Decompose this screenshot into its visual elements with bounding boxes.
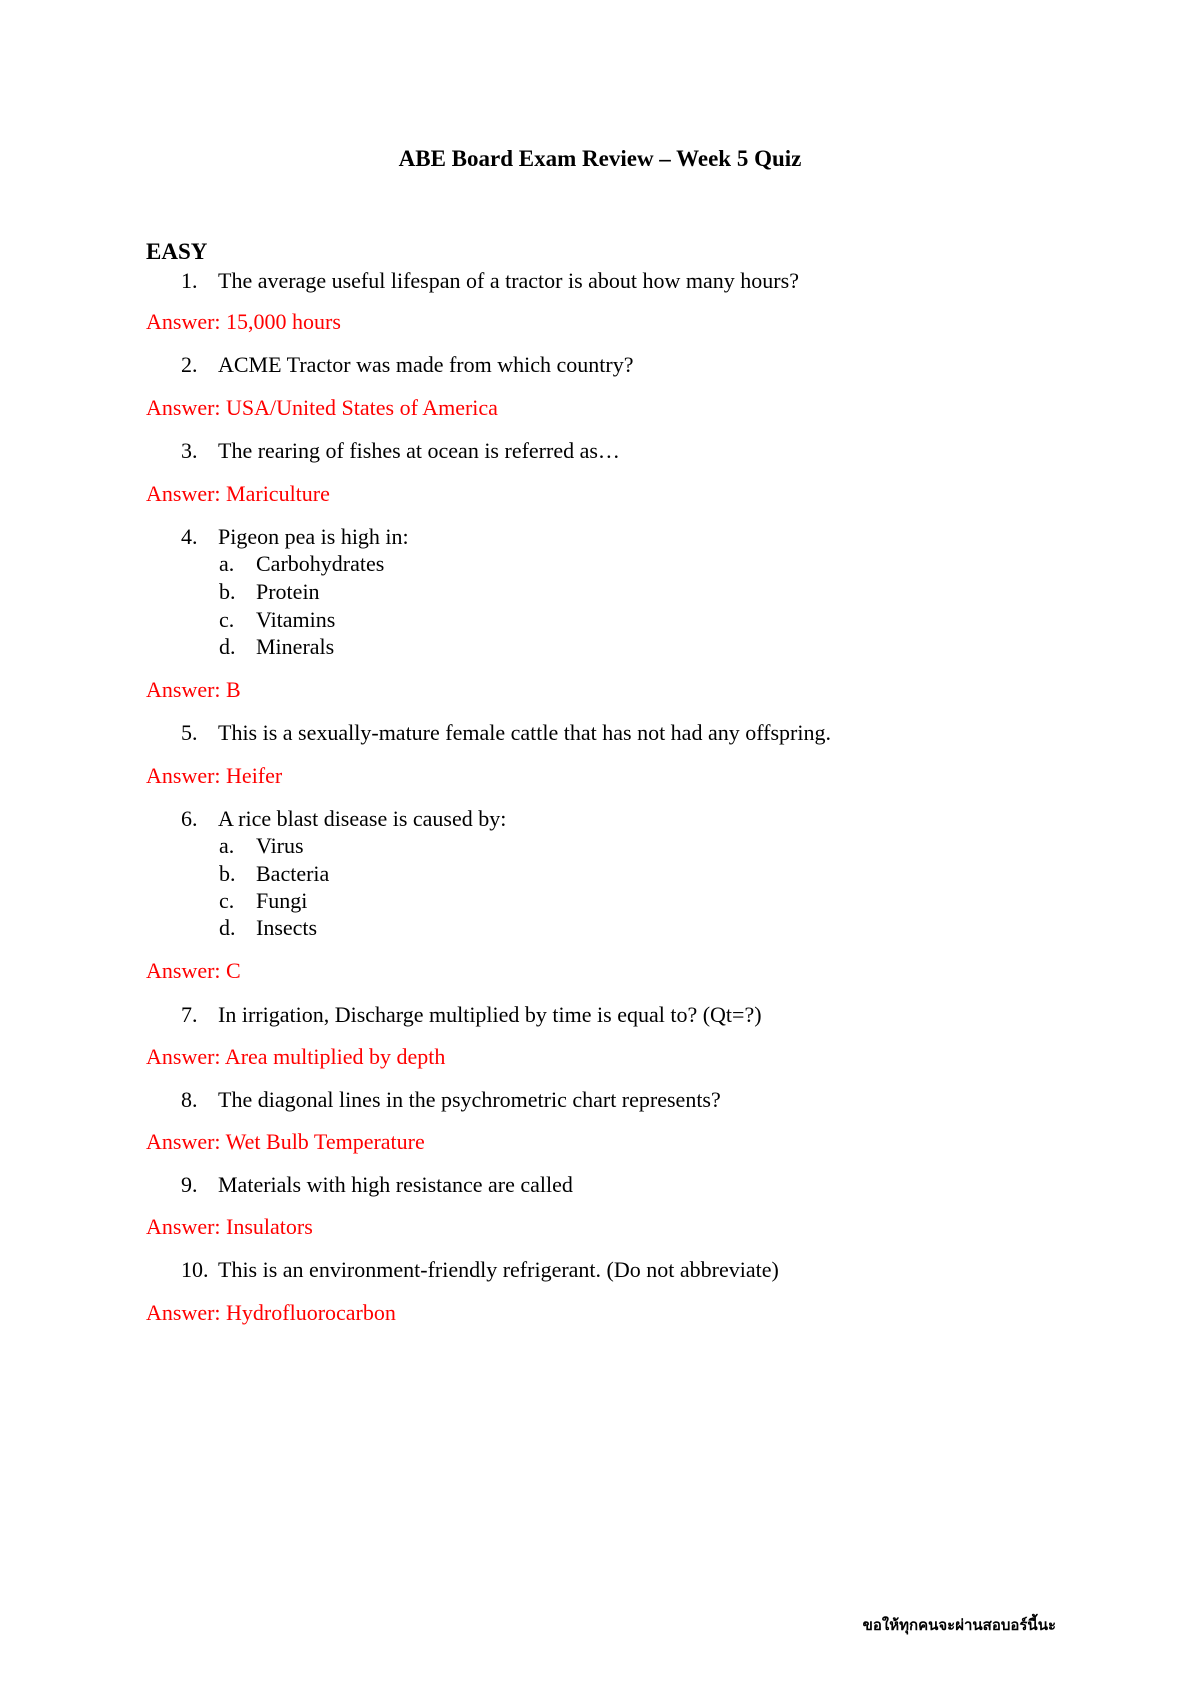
question-text: The average useful lifespan of a tractor is about how many hours? xyxy=(218,268,799,293)
option-letter: d. xyxy=(219,634,236,659)
option-text: Carbohydrates xyxy=(256,551,385,576)
question-number: 7. xyxy=(181,1002,198,1027)
answer-text: Answer: Mariculture xyxy=(146,481,330,506)
question-number: 9. xyxy=(181,1172,198,1197)
option-letter: c. xyxy=(219,888,235,913)
question-item xyxy=(181,350,633,380)
answer-text: Answer: 15,000 hours xyxy=(146,309,341,334)
option-item xyxy=(219,549,384,579)
question-item xyxy=(181,1085,721,1115)
question-text: The diagonal lines in the psychrometric chart represents? xyxy=(218,1087,721,1112)
question-text: A rice blast disease is caused by: xyxy=(218,806,507,831)
answer-text: Answer: C xyxy=(146,958,241,983)
question-number: 5. xyxy=(181,720,198,745)
option-text: Protein xyxy=(256,579,320,604)
option-text: Fungi xyxy=(256,888,308,913)
option-item xyxy=(219,886,307,916)
answer-text: Answer: USA/United States of America xyxy=(146,395,498,420)
question-text: ACME Tractor was made from which country? xyxy=(218,352,634,377)
question-item xyxy=(181,436,620,466)
footer-note: ขอให้ทุกคนจะผ่านสอบอร์นี้นะ xyxy=(862,1616,1056,1634)
option-item xyxy=(219,605,335,635)
question-text: Materials with high resistance are called xyxy=(218,1172,573,1197)
option-text: Virus xyxy=(256,833,304,858)
question-text: This is an environment-friendly refrigerant. (Do not abbreviate) xyxy=(218,1257,779,1282)
question-number: 10. xyxy=(181,1257,209,1282)
question-item xyxy=(181,1170,573,1200)
answer-text: Answer: Heifer xyxy=(146,763,283,788)
option-letter: b. xyxy=(219,579,236,604)
question-item xyxy=(181,804,506,834)
option-letter: b. xyxy=(219,861,236,886)
answer-text: Answer: Hydrofluorocarbon xyxy=(146,1300,396,1325)
question-item xyxy=(181,266,799,296)
document-title: ABE Board Exam Review – Week 5 Quiz xyxy=(398,146,802,171)
question-number: 4. xyxy=(181,524,198,549)
option-text: Insects xyxy=(256,915,318,940)
option-letter: c. xyxy=(219,607,235,632)
option-item xyxy=(219,831,304,861)
option-text: Minerals xyxy=(256,634,335,659)
question-number: 8. xyxy=(181,1087,198,1112)
answer-text: Answer: Insulators xyxy=(146,1214,313,1239)
section-heading: EASY xyxy=(146,239,208,264)
option-letter: a. xyxy=(219,833,235,858)
question-number: 3. xyxy=(181,438,198,463)
question-text: In irrigation, Discharge multiplied by time is equal to? (Qt=?) xyxy=(218,1002,762,1027)
question-number: 6. xyxy=(181,806,198,831)
option-item xyxy=(219,913,317,943)
question-item xyxy=(181,1255,779,1285)
option-letter: d. xyxy=(219,915,236,940)
option-text: Bacteria xyxy=(256,861,330,886)
option-text: Vitamins xyxy=(256,607,336,632)
question-text: Pigeon pea is high in: xyxy=(218,524,409,549)
question-number: 2. xyxy=(181,352,198,377)
option-item xyxy=(219,577,320,607)
question-item xyxy=(181,718,831,748)
answer-text: Answer: B xyxy=(146,677,241,702)
question-number: 1. xyxy=(181,268,198,293)
option-item xyxy=(219,859,329,889)
question-item xyxy=(181,522,409,552)
option-letter: a. xyxy=(219,551,235,576)
answer-text: Answer: Area multiplied by depth xyxy=(146,1044,446,1069)
option-item xyxy=(219,632,334,662)
question-text: This is a sexually-mature female cattle that has not had any offspring. xyxy=(218,720,831,745)
answer-text: Answer: Wet Bulb Temperature xyxy=(146,1129,425,1154)
question-text: The rearing of fishes at ocean is referred as… xyxy=(218,438,620,463)
question-item xyxy=(181,1000,762,1030)
